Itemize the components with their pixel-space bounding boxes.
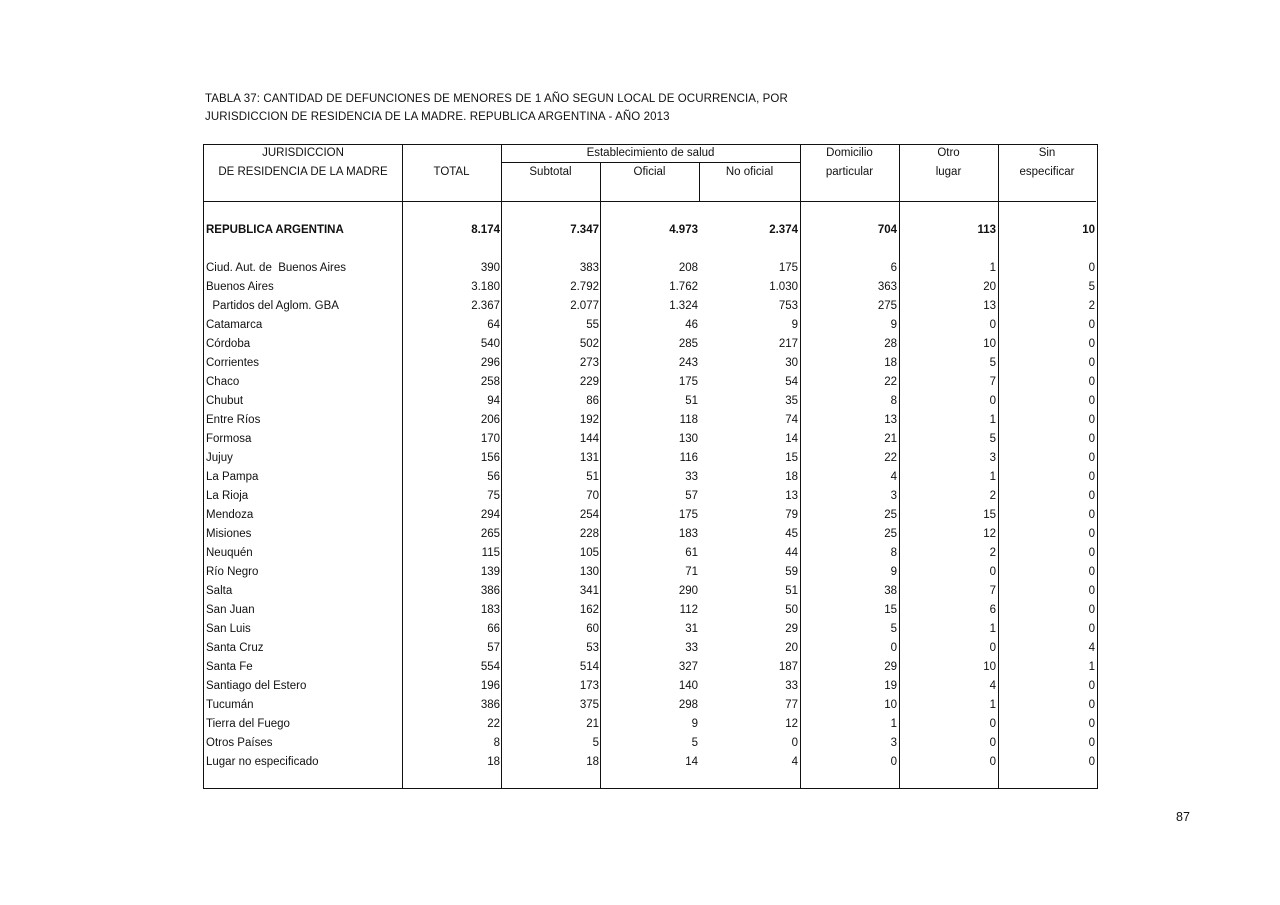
table-row [204,696,1096,715]
cell-no-oficial: 54 [785,376,798,388]
table-row-total [204,221,1096,240]
cell-sin: 0 [1088,471,1095,483]
cell-no-oficial: 51 [785,585,798,597]
cell-sin: 0 [1088,509,1095,521]
cell-domicilio: 9 [890,319,897,331]
cell-otro: 1 [989,414,996,426]
cell-oficial: 31 [685,623,698,635]
cell-otro: 3 [989,452,996,464]
cell-subtotal: 2.792 [570,281,599,293]
row-name: REPUBLICA ARGENTINA [206,224,344,236]
row-name: Salta [206,585,233,597]
table-row [204,601,1096,620]
header-otro: Otro [937,147,960,159]
cell-oficial: 51 [685,395,698,407]
cell-sin: 0 [1088,490,1095,502]
cell-otro: 4 [989,680,996,692]
cell-domicilio: 25 [884,509,897,521]
cell-no-oficial: 44 [785,547,798,559]
cell-oficial: 327 [678,661,698,673]
cell-no-oficial: 77 [785,699,798,711]
cell-domicilio: 28 [884,338,897,350]
table-row [204,316,1096,335]
cell-oficial: 71 [685,566,698,578]
cell-no-oficial: 29 [785,623,798,635]
row-name: Jujuy [206,452,233,464]
cell-total: 115 [481,547,500,559]
cell-sin: 0 [1088,414,1095,426]
cell-sin: 4 [1088,642,1095,654]
cell-subtotal: 273 [579,357,599,369]
table-row [204,715,1096,734]
cell-sin: 0 [1088,680,1095,692]
header-bottom-line [204,201,1096,202]
cell-total: 3.180 [471,281,500,293]
cell-total: 206 [480,414,500,426]
cell-domicilio: 10 [884,699,897,711]
row-name: La Pampa [206,471,259,483]
table-row [204,430,1096,449]
cell-otro: 1 [989,471,996,483]
cell-oficial: 5 [691,737,698,749]
table-row [204,582,1096,601]
group-underline [501,162,800,163]
cell-domicilio: 38 [884,585,897,597]
cell-oficial: 116 [679,452,698,464]
cell-oficial: 33 [685,642,698,654]
cell-sin: 0 [1088,433,1095,445]
cell-oficial: 298 [678,699,698,711]
cell-total: 22 [487,718,500,730]
cell-otro: 0 [989,756,996,768]
row-name: Neuquén [206,547,253,559]
cell-subtotal: 229 [579,376,599,388]
table-row [204,658,1096,677]
cell-sin: 2 [1088,300,1095,312]
row-name: Santa Cruz [206,642,264,654]
cell-sin: 0 [1088,566,1095,578]
cell-oficial: 1.762 [669,281,698,293]
row-name: Santiago del Estero [206,680,307,692]
cell-domicilio: 21 [884,433,897,445]
header-especificar: especificar [1019,166,1075,178]
cell-domicilio: 13 [884,414,897,426]
header-oficial: Oficial [633,166,666,178]
cell-subtotal: 18 [586,756,599,768]
cell-oficial: 9 [691,718,698,730]
cell-no-oficial: 4 [791,756,798,768]
table-row [204,544,1096,563]
row-name: Corrientes [206,357,260,369]
cell-oficial: 290 [678,585,698,597]
cell-otro: 0 [989,642,996,654]
cell-otro: 10 [983,338,996,350]
cell-no-oficial: 33 [785,680,798,692]
cell-sin: 0 [1088,262,1095,274]
cell-oficial: 285 [678,338,698,350]
row-name: Buenos Aires [206,281,274,293]
cell-otro: 6 [989,604,996,616]
row-name: Lugar no especificado [206,756,319,768]
cell-otro: 2 [989,490,996,502]
cell-subtotal: 144 [579,433,599,445]
row-name: Otros Países [206,737,273,749]
table-row [204,639,1096,658]
cell-domicilio: 9 [890,566,897,578]
table-row [204,734,1096,753]
cell-no-oficial: 13 [785,490,798,502]
table-row [204,335,1096,354]
cell-no-oficial: 15 [785,452,798,464]
cell-otro: 15 [983,509,996,521]
cell-total: 183 [480,604,500,616]
cell-total: 2.367 [471,300,500,312]
cell-sin: 0 [1088,452,1095,464]
cell-oficial: 112 [679,604,698,616]
cell-sin: 0 [1088,319,1095,331]
cell-no-oficial: 14 [785,433,798,445]
cell-total: 386 [480,699,500,711]
cell-otro: 5 [989,357,996,369]
cell-sin: 5 [1088,281,1095,293]
row-name: Formosa [206,433,252,445]
cell-total: 390 [480,262,500,274]
cell-sin: 0 [1088,528,1095,540]
cell-otro: 0 [989,718,996,730]
cell-sin: 0 [1088,547,1095,559]
cell-otro: 20 [983,281,996,293]
cell-subtotal: 341 [579,585,599,597]
cell-oficial: 130 [678,433,698,445]
cell-total: 265 [480,528,500,540]
cell-otro: 0 [989,319,996,331]
cell-oficial: 175 [678,376,698,388]
cell-total: 156 [480,452,500,464]
cell-oficial: 118 [679,414,698,426]
cell-otro: 1 [989,623,996,635]
row-name: Misiones [206,528,252,540]
cell-sin: 0 [1088,718,1095,730]
cell-oficial: 183 [678,528,698,540]
table-row [204,677,1096,696]
title-line-2: JURISDICCION DE RESIDENCIA DE LA MADRE. REPUBLICA ARGENTINA - AÑO 2013 [205,111,670,123]
cell-total: 296 [480,357,500,369]
table-row [204,506,1096,525]
cell-otro: 7 [989,585,996,597]
cell-subtotal: 162 [579,604,599,616]
cell-otro: 13 [983,300,996,312]
cell-oficial: 61 [685,547,698,559]
table-row [204,259,1096,278]
cell-sin: 0 [1088,756,1095,768]
cell-domicilio: 22 [884,376,897,388]
cell-total: 57 [487,642,500,654]
cell-subtotal: 105 [579,547,599,559]
cell-no-oficial: 45 [785,528,798,540]
cell-oficial: 1.324 [669,300,698,312]
cell-subtotal: 60 [586,623,599,635]
cell-total: 294 [480,509,500,521]
cell-domicilio: 5 [890,623,897,635]
cell-sin: 10 [1082,224,1095,236]
cell-otro: 2 [989,547,996,559]
table-row [204,563,1096,582]
cell-domicilio: 3 [890,737,897,749]
cell-subtotal: 70 [586,490,599,502]
page-number: 87 [1176,810,1190,824]
row-name: Entre Ríos [206,414,261,426]
cell-no-oficial: 79 [785,509,798,521]
row-name: Partidos del Aglom. GBA [206,300,339,312]
cell-total: 64 [487,319,500,331]
cell-no-oficial: 175 [778,262,798,274]
cell-subtotal: 51 [586,471,599,483]
header-lugar: lugar [935,166,962,178]
cell-domicilio: 25 [884,528,897,540]
cell-subtotal: 130 [579,566,599,578]
cell-subtotal: 131 [579,452,599,464]
cell-subtotal: 383 [579,262,599,274]
cell-otro: 1 [989,699,996,711]
cell-domicilio: 704 [877,224,897,236]
cell-no-oficial: 30 [785,357,798,369]
header-establecimiento: Establecimiento de salud [586,147,715,159]
table-row [204,449,1096,468]
cell-no-oficial: 753 [778,300,798,312]
table-row [204,411,1096,430]
table-row [204,297,1096,316]
cell-domicilio: 275 [877,300,897,312]
cell-subtotal: 55 [586,319,599,331]
table-row [204,392,1096,411]
header-no-oficial: No oficial [725,166,774,178]
row-name: Santa Fe [206,661,253,673]
cell-subtotal: 192 [579,414,599,426]
table-row [204,278,1096,297]
table-row [204,487,1096,506]
cell-no-oficial: 0 [791,737,798,749]
cell-total: 386 [480,585,500,597]
row-name: Chaco [206,376,240,388]
cell-sin: 0 [1088,357,1095,369]
header-subtotal: Subtotal [529,166,572,178]
cell-sin: 0 [1088,395,1095,407]
cell-domicilio: 19 [884,680,897,692]
cell-total: 8 [493,737,500,749]
cell-total: 540 [480,338,500,350]
cell-otro: 0 [989,395,996,407]
cell-no-oficial: 50 [785,604,798,616]
row-name: Tierra del Fuego [206,718,290,730]
cell-no-oficial: 18 [785,471,798,483]
cell-otro: 0 [989,566,996,578]
header-total: TOTAL [433,166,470,178]
cell-no-oficial: 1.030 [769,281,798,293]
cell-domicilio: 363 [877,281,897,293]
header-residencia: DE RESIDENCIA DE LA MADRE [218,166,388,178]
cell-domicilio: 8 [890,547,897,559]
row-name: Catamarca [206,319,263,331]
cell-domicilio: 18 [884,357,897,369]
table-row [204,373,1096,392]
cell-total: 56 [487,471,500,483]
cell-otro: 0 [989,737,996,749]
cell-sin: 0 [1088,737,1095,749]
cell-oficial: 33 [685,471,698,483]
cell-oficial: 4.973 [669,224,698,236]
cell-domicilio: 29 [884,661,897,673]
cell-subtotal: 5 [592,737,599,749]
cell-subtotal: 86 [586,395,599,407]
cell-domicilio: 15 [884,604,897,616]
cell-subtotal: 2.077 [570,300,599,312]
header-sin: Sin [1038,147,1056,159]
table-row [204,525,1096,544]
row-name: Tucumán [206,699,254,711]
header-jurisdiccion: JURISDICCION [262,147,344,159]
cell-total: 75 [487,490,500,502]
cell-sin: 0 [1088,699,1095,711]
cell-domicilio: 22 [884,452,897,464]
row-name: La Rioja [206,490,249,502]
header-particular: particular [825,166,874,178]
cell-total: 94 [487,395,500,407]
cell-oficial: 46 [685,319,698,331]
cell-oficial: 140 [678,680,698,692]
cell-subtotal: 53 [586,642,599,654]
table-row [204,753,1096,772]
cell-subtotal: 502 [579,338,599,350]
cell-subtotal: 7.347 [570,224,599,236]
cell-sin: 0 [1088,338,1095,350]
cell-subtotal: 254 [579,509,599,521]
cell-no-oficial: 74 [785,414,798,426]
cell-sin: 0 [1088,623,1095,635]
cell-otro: 1 [989,262,996,274]
cell-domicilio: 6 [890,262,897,274]
cell-oficial: 175 [678,509,698,521]
row-name: Mendoza [206,509,254,521]
cell-no-oficial: 217 [778,338,798,350]
cell-sin: 0 [1088,585,1095,597]
cell-subtotal: 514 [579,661,599,673]
cell-oficial: 57 [685,490,698,502]
cell-total: 66 [487,623,500,635]
cell-otro: 12 [983,528,996,540]
cell-domicilio: 4 [890,471,897,483]
cell-total: 170 [480,433,500,445]
cell-otro: 7 [989,376,996,388]
cell-no-oficial: 187 [778,661,798,673]
cell-domicilio: 3 [890,490,897,502]
cell-total: 8.174 [471,224,500,236]
cell-domicilio: 0 [890,642,897,654]
data-table [203,144,1098,789]
cell-no-oficial: 2.374 [769,224,798,236]
cell-no-oficial: 20 [785,642,798,654]
cell-domicilio: 1 [890,718,897,730]
cell-no-oficial: 9 [791,319,798,331]
row-name: Ciud. Aut. de Buenos Aires [206,262,347,274]
cell-no-oficial: 12 [785,718,798,730]
table-row [204,354,1096,373]
cell-total: 258 [480,376,500,388]
table-row [204,620,1096,639]
cell-no-oficial: 35 [785,395,798,407]
row-name: Córdoba [206,338,251,350]
cell-sin: 1 [1088,661,1095,673]
cell-total: 18 [487,756,500,768]
cell-oficial: 243 [678,357,698,369]
cell-oficial: 208 [678,262,698,274]
cell-domicilio: 0 [890,756,897,768]
table-title [205,90,965,126]
header-domicilio: Domicilio [826,147,873,159]
cell-sin: 0 [1088,376,1095,388]
row-name: San Juan [206,604,255,616]
cell-otro: 113 [977,224,996,236]
cell-otro: 5 [989,433,996,445]
cell-total: 196 [480,680,500,692]
cell-total: 139 [480,566,500,578]
cell-sin: 0 [1088,604,1095,616]
title-line-1: TABLA 37: CANTIDAD DE DEFUNCIONES DE MENORES DE 1 AÑO SEGUN LOCAL DE OCURRENCIA, POR [205,93,788,105]
row-name: Chubut [206,395,244,407]
row-name: San Luis [206,623,251,635]
cell-subtotal: 375 [579,699,599,711]
cell-oficial: 14 [685,756,698,768]
cell-total: 554 [480,661,500,673]
row-name: Río Negro [206,566,259,578]
cell-no-oficial: 59 [785,566,798,578]
cell-subtotal: 21 [586,718,599,730]
cell-otro: 10 [983,661,996,673]
cell-subtotal: 173 [579,680,599,692]
cell-subtotal: 228 [579,528,599,540]
cell-domicilio: 8 [890,395,897,407]
table-row [204,468,1096,487]
